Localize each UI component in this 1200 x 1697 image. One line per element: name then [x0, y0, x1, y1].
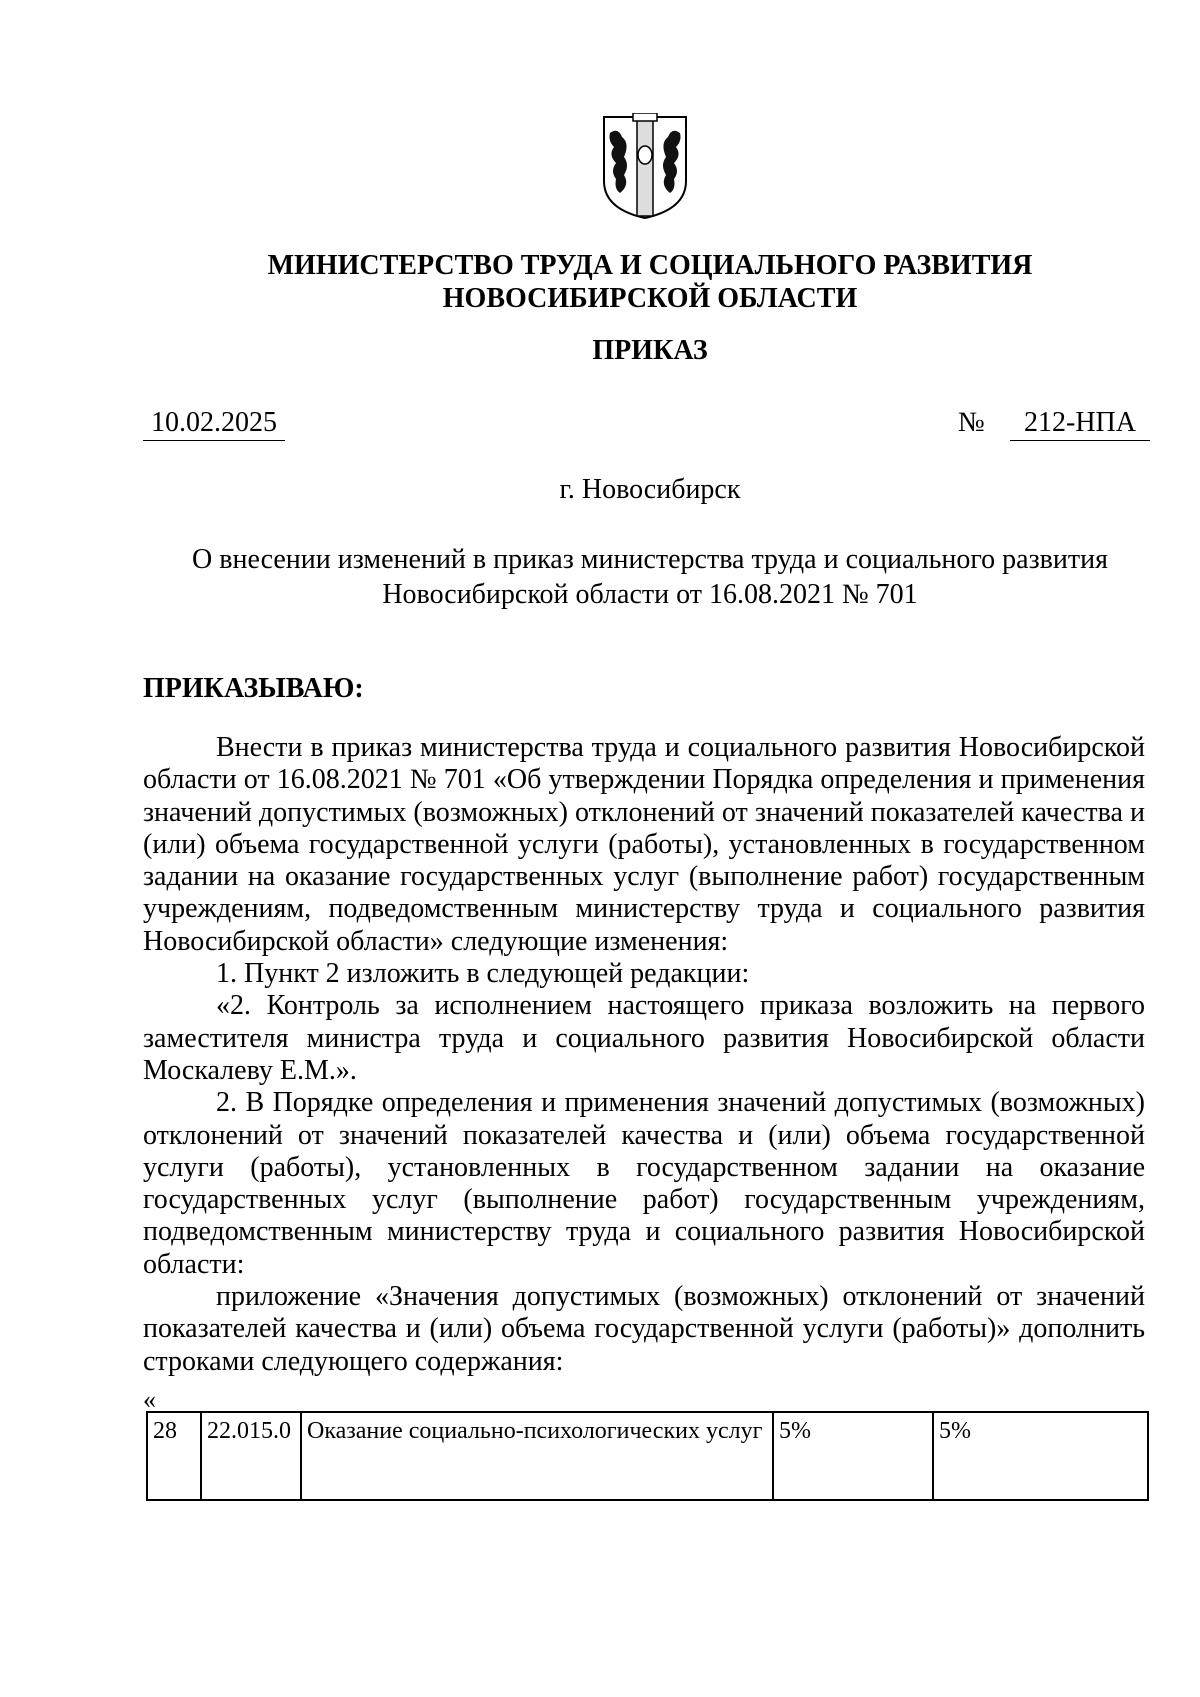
- table-cell-code: 22.015.0: [201, 1412, 301, 1500]
- ministry-name-line1: МИНИСТЕРСТВО ТРУДА И СОЦИАЛЬНОГО РАЗВИТИЯ: [267, 250, 1033, 281]
- paragraph-item-1: 1. Пункт 2 изложить в следующей редакции:: [216, 958, 750, 990]
- number-sign: №: [958, 407, 985, 438]
- body-text: [143, 732, 1145, 1378]
- paragraph-appendix: приложение «Значения допустимых (возможных) отклонений от значений показателей качества и (или) объема государственной услуги (работы)» дополнить строками следующего содержания:: [143, 1281, 1145, 1377]
- subject-line2: Новосибирской области от 16.08.2021 № 701: [382, 579, 918, 610]
- paragraph-item-1-text: «2. Контроль за исполнением настоящего приказа возложить на первого заместителя министра труда и социального развития Новосибирской области Москалеву Е.М.».: [143, 990, 1145, 1086]
- ministry-name: [120, 249, 1180, 315]
- ministry-name-line2: НОВОСИБИРСКОЙ ОБЛАСТИ: [442, 283, 858, 314]
- document-subject: [120, 542, 1180, 612]
- document-number: 212-НПА: [1010, 406, 1150, 441]
- table-cell-quality-deviation: 5%: [773, 1412, 933, 1500]
- table-cell-number: 28: [147, 1412, 201, 1500]
- amendment-table: [146, 1411, 1149, 1501]
- paragraph-intro: Внести в приказ министерства труда и социального развития Новосибирской области от 16.08.2021 № 701 «Об утверждении Порядка определения и применения значений допустимых (возможных) отклонений от значений показателей качества и (или) объема государственной услуги (работы), установленных в государственном задании на оказание государственных услуг (выполнение работ) государственным учреждениям, подведомственным министерству труда и социального развития Новосибирской области» следующие изменения:: [143, 732, 1145, 957]
- table-cell-volume-deviation: 5%: [933, 1412, 1148, 1500]
- subject-line1: О внесении изменений в приказ министерства труда и социального развития: [192, 544, 1108, 575]
- table-row: [147, 1412, 1148, 1500]
- coat-of-arms-icon: [600, 113, 690, 221]
- table-cell-service: Оказание социально-психологических услуг: [301, 1412, 773, 1500]
- paragraph-item-2: 2. В Порядке определения и применения значений допустимых (возможных) отклонений от значений показателей качества и (или) объема государственной услуги (работы), установленных в государственном задании на оказание государственных услуг (выполнение работ) государственным учреждениям, подведомственным министерству труда и социального развития Новосибирской области:: [143, 1087, 1145, 1280]
- city: г. Новосибирск: [559, 474, 741, 505]
- decree-word: ПРИКАЗЫВАЮ:: [143, 673, 364, 704]
- document-date: 10.02.2025: [143, 406, 285, 441]
- quote-open: «: [143, 1385, 156, 1414]
- document-type: ПРИКАЗ: [592, 335, 708, 366]
